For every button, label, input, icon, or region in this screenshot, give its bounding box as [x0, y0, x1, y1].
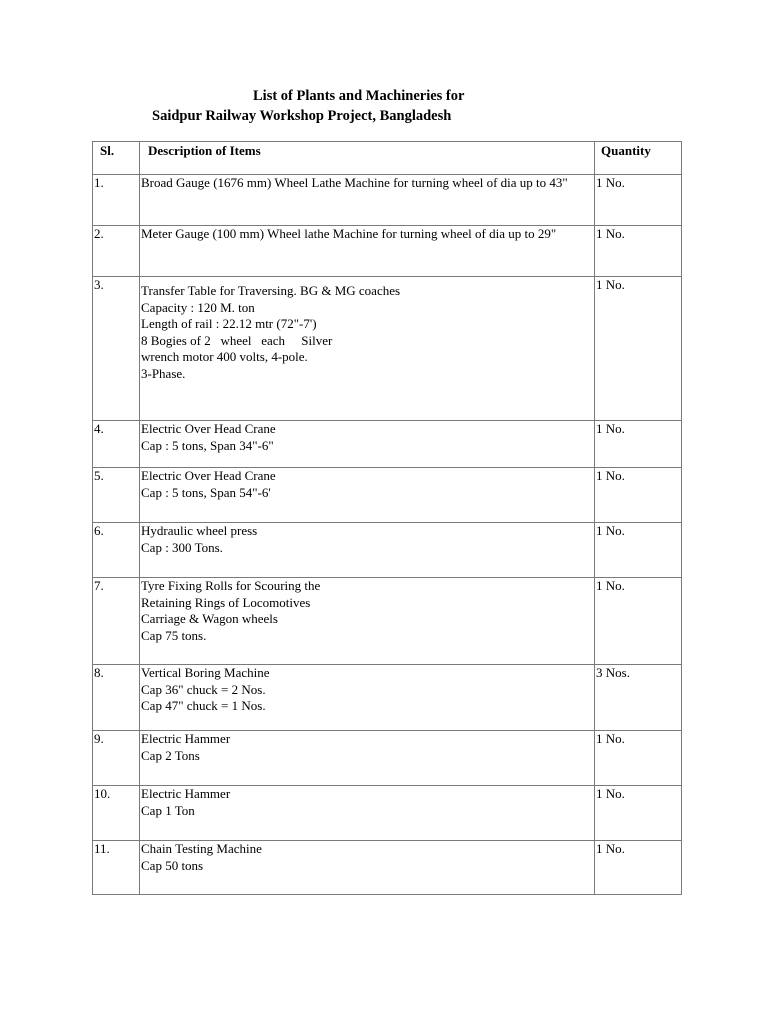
description-line: Cap 2 Tons: [141, 747, 200, 763]
table-row: [93, 523, 682, 578]
table-row: [93, 468, 682, 523]
table-row: [93, 277, 682, 421]
table-row: [93, 665, 682, 731]
row-description: [140, 226, 595, 277]
description-line: Cap 75 tons.: [141, 627, 207, 643]
row-quantity: 1 No.: [595, 468, 682, 523]
description-line: Cap : 5 tons, Span 54"-6': [141, 484, 271, 500]
description-line: Cap : 300 Tons.: [141, 539, 223, 555]
row-sl: 6.: [93, 523, 140, 578]
header-description: Description of Items: [140, 142, 595, 175]
description-line: Electric Over Head Crane: [141, 421, 276, 436]
row-quantity: 1 No.: [595, 523, 682, 578]
header-sl: Sl.: [93, 142, 140, 175]
row-sl: 7.: [93, 578, 140, 665]
description-line: Cap 36" chuck = 2 Nos.: [141, 681, 266, 697]
row-sl: 11.: [93, 841, 140, 895]
table-body: [93, 175, 682, 895]
row-sl: 4.: [93, 421, 140, 468]
header-quantity: Quantity: [595, 142, 682, 175]
row-quantity: 1 No.: [595, 421, 682, 468]
description-line: Electric Hammer: [141, 731, 231, 746]
row-quantity: 1 No.: [595, 175, 682, 226]
row-sl: 1.: [93, 175, 140, 226]
document-title-line-1: List of Plants and Machineries for: [253, 88, 465, 104]
description-line: Vertical Boring Machine: [141, 665, 270, 680]
description-line: 3-Phase.: [141, 365, 186, 381]
table-row: [93, 841, 682, 895]
description-line: Electric Over Head Crane: [141, 468, 276, 483]
description-line: Retaining Rings of Locomotives: [141, 594, 311, 610]
row-description: [140, 841, 595, 895]
description-line: Cap 1 Ton: [141, 802, 195, 818]
description-line: Broad Gauge (1676 mm) Wheel Lathe Machine for turning wheel of dia up to 43": [141, 175, 568, 190]
row-description: [140, 468, 595, 523]
description-line: Meter Gauge (100 mm) Wheel lathe Machine for turning wheel of dia up to 29": [141, 226, 557, 241]
table-header-row: [93, 142, 682, 175]
row-quantity: 1 No.: [595, 786, 682, 841]
row-description: [140, 786, 595, 841]
row-sl: 2.: [93, 226, 140, 277]
row-quantity: 1 No.: [595, 578, 682, 665]
table-row: [93, 421, 682, 468]
row-description: [140, 665, 595, 731]
description-line: Cap 47" chuck = 1 Nos.: [141, 698, 266, 713]
row-sl: 8.: [93, 665, 140, 731]
description-line: Cap 50 tons: [141, 857, 204, 873]
row-sl: 9.: [93, 731, 140, 786]
items-table: [92, 141, 682, 895]
description-line: Capacity : 120 M. ton: [141, 299, 255, 315]
description-line: Electric Hammer: [141, 786, 231, 801]
row-description: [140, 578, 595, 665]
row-quantity: 1 No.: [595, 731, 682, 786]
table-row: [93, 786, 682, 841]
row-sl: 3.: [93, 277, 140, 421]
description-line: Chain Testing Machine: [141, 841, 262, 856]
row-quantity: 1 No.: [595, 277, 682, 421]
row-quantity: 3 Nos.: [595, 665, 682, 731]
row-description: [140, 421, 595, 468]
description-line: Cap : 5 tons, Span 34"-6": [141, 437, 274, 453]
row-sl: 10.: [93, 786, 140, 841]
description-line: Carriage & Wagon wheels: [141, 611, 278, 626]
table-row: [93, 578, 682, 665]
table-row: [93, 731, 682, 786]
row-quantity: 1 No.: [595, 841, 682, 895]
row-description: [140, 175, 595, 226]
description-line: Hydraulic wheel press: [141, 523, 258, 538]
row-description: [140, 731, 595, 786]
description-line: 8 Bogies of 2 wheel each Silver: [141, 332, 333, 348]
description-line: Transfer Table for Traversing. BG & MG coaches: [141, 283, 401, 298]
row-description: [140, 523, 595, 578]
row-description: [140, 277, 595, 421]
description-line: Length of rail : 22.12 mtr (72"-7'): [141, 316, 317, 331]
description-line: Tyre Fixing Rolls for Scouring the: [141, 578, 321, 593]
table-row: [93, 175, 682, 226]
description-line: wrench motor 400 volts, 4-pole.: [141, 349, 308, 364]
row-sl: 5.: [93, 468, 140, 523]
row-quantity: 1 No.: [595, 226, 682, 277]
table-row: [93, 226, 682, 277]
document-title-line-2: Saidpur Railway Workshop Project, Bangladesh: [152, 108, 452, 124]
